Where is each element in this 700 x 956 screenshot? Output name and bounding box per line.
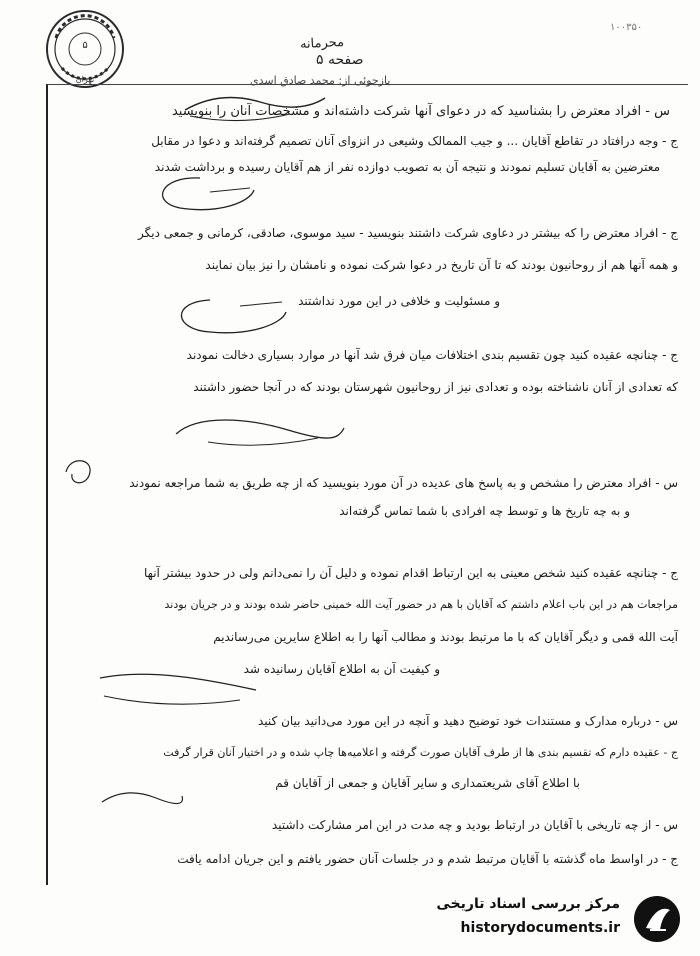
page-label: صفحه ۵	[316, 52, 364, 68]
handwritten-line: ج - چنانچه عقیده کنید شخص معینی به این ارتباط اقدام نموده و دلیل آن را نمی‌دانم ولی در حدود بیشتر آنها	[144, 566, 678, 580]
handwritten-line: س - از چه تاریخی با آقایان در ارتباط بودید و چه مدت در این امر مشارکت داشتید	[271, 818, 678, 832]
signature-scribble	[90, 666, 260, 712]
handwritten-line: ج - در اواسط ماه گذشته با آقایان مرتبط شدم و در جلسات آنان حضور یافتم و این جریان ادامه یافت	[177, 852, 678, 866]
archive-footer	[420, 890, 690, 950]
handwritten-line: س - افراد معترض را مشخص و به پاسخ های عدیده در آن مورد بنویسید که از چه طریق به شما مراجعه نمودند	[129, 476, 678, 490]
handwritten-line: س - درباره مدارک و مستندات خود توضیح دهید و آنچه در این مورد می‌دانید بیان کنید	[258, 714, 678, 728]
stamp-city: تهران	[75, 75, 95, 84]
handwritten-line: با اطلاع آقای شریعتمداری و سایر آقایان و جمعی از آقایان قم	[275, 776, 580, 790]
header-top-note: محرمانه	[299, 34, 345, 53]
handwritten-line: ج - افراد معترض را که بیشتر در دعاوی شرکت داشتند بنویسید - سید موسوی، صادقی، کرمانی و جمعی دیگر	[137, 226, 678, 240]
handwritten-line: و همه آنها هم از روحانیون بودند که تا آن تاریخ در دعوا شرکت نموده و نامشان را نیز بیان نمایند	[205, 258, 678, 272]
handwritten-line: و به چه تاریخ ها و توسط چه افرادی با شما تماس گرفته‌اند	[339, 504, 630, 518]
official-stamp	[44, 8, 126, 90]
handwritten-line: ج - وجه درافتاد در تقاطع آقایان ... و جیب الممالک وشیعی در انزوای آنان تصمیم گرفته‌اند و دعوا در مقابل	[151, 134, 678, 148]
signature-scribble	[96, 784, 186, 818]
corner-number: ۱۰۰۳۵۰	[610, 22, 643, 33]
signature-scribble	[168, 410, 348, 450]
signature-scribble	[150, 172, 260, 214]
subject-name-line: بازجوئی از: محمد صادق اسدی	[250, 74, 391, 87]
archive-title: مرکز بررسی اسناد تاریخی	[436, 896, 620, 912]
signature-scribble	[170, 292, 290, 340]
stamp-number: ۵	[82, 40, 88, 51]
handwritten-line: که تعدادی از آنان ناشناخته بوده و تعدادی نیز از روحانیون شهرستان بودند که در آنجا حضور داشتند	[193, 380, 678, 394]
signature-scribble	[180, 88, 330, 128]
handwritten-line: معترضین به آقایان تسلیم نمودند و نتیجه آن به تصویب دوازده نفر از هم آقایان رسیده و برداشت شدند	[154, 160, 660, 174]
archive-url[interactable]: historydocuments.ir	[460, 920, 620, 936]
handwritten-line: آیت الله قمی و دیگر آقایان که با ما مرتبط بودند و مطالب آنها را به اطلاع سایرین می‌رساندیم	[213, 630, 678, 644]
handwritten-line: ج - عقیده دارم که تقسیم بندی ها از طرف آقایان صورت گرفته و اعلامیه‌ها چاپ شده و در اختیار آنان قرار گرفت	[163, 746, 678, 759]
handwritten-line: س - افراد معترض را بشناسید که در دعوای آنها شرکت داشته‌اند و مشخصات آنان را بنویسید	[171, 104, 670, 119]
handwritten-line: مراجعات هم در این باب اعلام داشتم که آقایان با هم در حضور آیت الله خمینی حاضر شده بودند و در جریان بودند	[164, 598, 678, 611]
handwritten-line: ج - چنانچه عقیده کنید چون تقسیم بندی اختلافات میان فرق شد آنها در موارد بسیاری دخالت نمودند	[186, 348, 678, 362]
margin-mark	[60, 452, 100, 492]
handwritten-line: و مسئولیت و خلافی در این مورد نداشتند	[298, 294, 500, 308]
handwritten-line: و کیفیت آن به اطلاع آقایان رسانیده شد	[243, 662, 440, 676]
archive-logo-icon	[632, 894, 682, 944]
